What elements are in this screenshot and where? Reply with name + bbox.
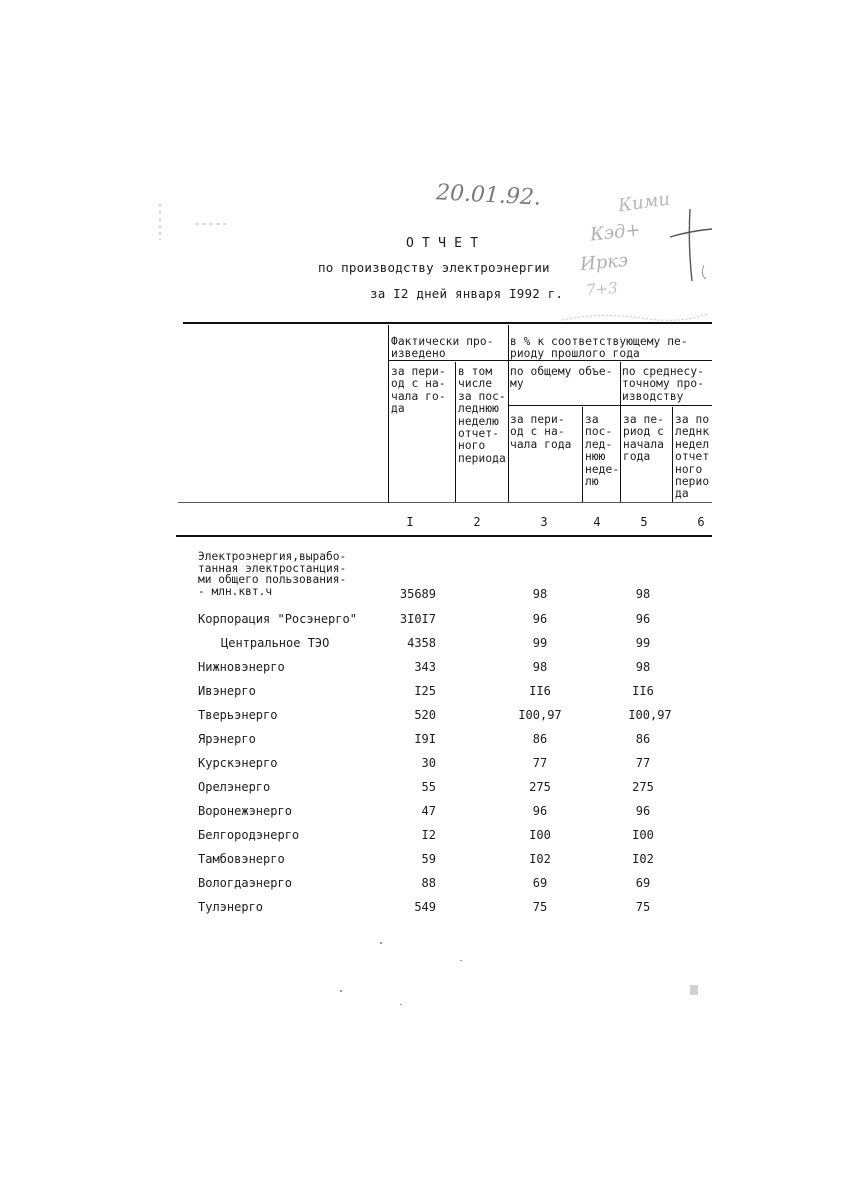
cell-col3: I00,97 xyxy=(518,708,562,722)
column-number: I xyxy=(406,515,414,529)
cell-col3: 96 xyxy=(532,612,548,626)
cell-col3: 275 xyxy=(529,780,551,794)
header-actual-production: Фактически про- изведено xyxy=(391,335,494,361)
col-divider xyxy=(388,325,389,503)
document-period: за I2 дней января I992 г. xyxy=(370,286,564,301)
row-label: Центральное ТЭО xyxy=(221,636,330,650)
scan-speck xyxy=(690,985,698,995)
row-label: Тулэнерго xyxy=(198,900,264,914)
cell-col3: I02 xyxy=(529,852,551,866)
cell-col5: 98 xyxy=(635,660,651,674)
cell-col5: I00,97 xyxy=(628,708,672,722)
handwritten-date: 20.01.92. xyxy=(435,180,542,211)
cell-col5: 96 xyxy=(635,804,651,818)
cell-col5: II6 xyxy=(632,684,654,698)
col-divider xyxy=(672,407,673,502)
header-daily-average: по среднесу- точному про- изводству xyxy=(622,365,705,403)
row-label: Нижновэнерго xyxy=(198,660,285,674)
cell-col5: 98 xyxy=(635,587,651,601)
cell-col1: 35689 xyxy=(399,587,436,601)
cell-col1: 3I0I7 xyxy=(399,612,436,626)
row-label: Вологдаэнерго xyxy=(198,876,292,890)
cell-col3: 75 xyxy=(532,900,548,914)
cell-col5: 96 xyxy=(635,612,651,626)
row-label: Курскэнерго xyxy=(198,756,278,770)
column-number: 6 xyxy=(697,515,705,529)
margin-marks xyxy=(150,200,240,250)
cell-col3: 96 xyxy=(532,804,548,818)
cell-col5: I02 xyxy=(632,852,654,866)
col-divider xyxy=(455,362,456,502)
row-label: Ивэнерго xyxy=(198,684,256,698)
handwritten-note: Кэд+ xyxy=(589,219,642,246)
table-top-rule xyxy=(183,322,712,324)
column-number: 2 xyxy=(473,515,481,529)
handwritten-note: Кими xyxy=(616,188,672,217)
cell-col1: I9I xyxy=(414,732,436,746)
header-total-volume: по общему объе- му xyxy=(510,365,613,391)
header-col3: за пери- од с на- чала года xyxy=(510,413,572,451)
handwritten-note: Иркэ xyxy=(579,249,629,276)
cell-col1: 4358 xyxy=(407,636,436,650)
cell-col1: 30 xyxy=(421,756,436,770)
cell-col3: II6 xyxy=(529,684,551,698)
cell-col5: 99 xyxy=(635,636,651,650)
cell-col1: 47 xyxy=(421,804,436,818)
header-bottom-rule xyxy=(178,502,712,503)
cell-col5: 86 xyxy=(635,732,651,746)
cell-col3: 77 xyxy=(532,756,548,770)
header-last-week: в том числе за пос- леднюю неделю отчет- ного периода xyxy=(458,365,506,465)
numbers-rule xyxy=(176,535,712,537)
cell-col5: I00 xyxy=(632,828,654,842)
cell-col3: 69 xyxy=(532,876,548,890)
document-title: О Т Ч Е Т xyxy=(406,236,479,251)
col-divider xyxy=(620,362,621,502)
cell-col1: 59 xyxy=(421,852,436,866)
cell-col1: 549 xyxy=(414,900,436,914)
handwritten-note: 7+3 xyxy=(585,278,619,300)
scan-speck xyxy=(460,960,462,961)
cell-col5: 69 xyxy=(635,876,651,890)
row-label: Тамбовэнерго xyxy=(198,852,285,866)
cell-col5: 75 xyxy=(635,900,651,914)
cell-col3: 98 xyxy=(532,660,548,674)
header-period-since-year-start: за пери- од с на- чала го- да xyxy=(391,365,446,416)
header-percent-previous-year: в % к соответствующему пе- риоду прошлого года xyxy=(510,335,688,361)
handwritten-cross-mark xyxy=(660,205,720,285)
row-label: Корпорация "Росэнерго" xyxy=(198,612,357,626)
row-label: Орелэнерго xyxy=(198,780,271,794)
cell-col3: 98 xyxy=(532,587,548,601)
cell-col1: 88 xyxy=(421,876,436,890)
cell-col3: 86 xyxy=(532,732,548,746)
row-label: Белгородэнерго xyxy=(198,828,300,842)
column-number: 4 xyxy=(593,515,601,529)
cell-col3: I00 xyxy=(529,828,551,842)
scan-speck xyxy=(400,1004,402,1005)
cell-col5: 275 xyxy=(632,780,654,794)
column-number: 5 xyxy=(640,515,648,529)
row-label: Электроэнергия,вырабо- танная электростанция- ми общего пользования- - млн.квт.ч xyxy=(198,550,347,598)
column-number: 3 xyxy=(540,515,548,529)
header-col4: за пос- лед- нюю неде- лю xyxy=(585,413,620,489)
row-label: Ярэнерго xyxy=(198,732,256,746)
scribble-mark xyxy=(560,306,710,328)
cell-col1: 55 xyxy=(421,780,436,794)
header-col6: за по леднк недел отчет ного перио да xyxy=(675,413,710,501)
col-divider xyxy=(508,325,509,502)
subheader-rule xyxy=(508,405,712,406)
cell-col1: 520 xyxy=(414,708,436,722)
cell-col3: 99 xyxy=(532,636,548,650)
cell-col1: I25 xyxy=(414,684,436,698)
scan-speck xyxy=(340,990,342,992)
row-label: Тверьэнерго xyxy=(198,708,278,722)
cell-col5: 77 xyxy=(635,756,651,770)
header-col5: за пе- риод с начала года xyxy=(623,413,665,464)
cell-col1: I2 xyxy=(421,828,436,842)
cell-col1: 343 xyxy=(414,660,436,674)
document-subtitle: по производству электроэнергии xyxy=(318,260,550,275)
row-label: Воронежэнерго xyxy=(198,804,292,818)
scan-speck xyxy=(380,942,382,944)
col-divider xyxy=(582,407,583,502)
